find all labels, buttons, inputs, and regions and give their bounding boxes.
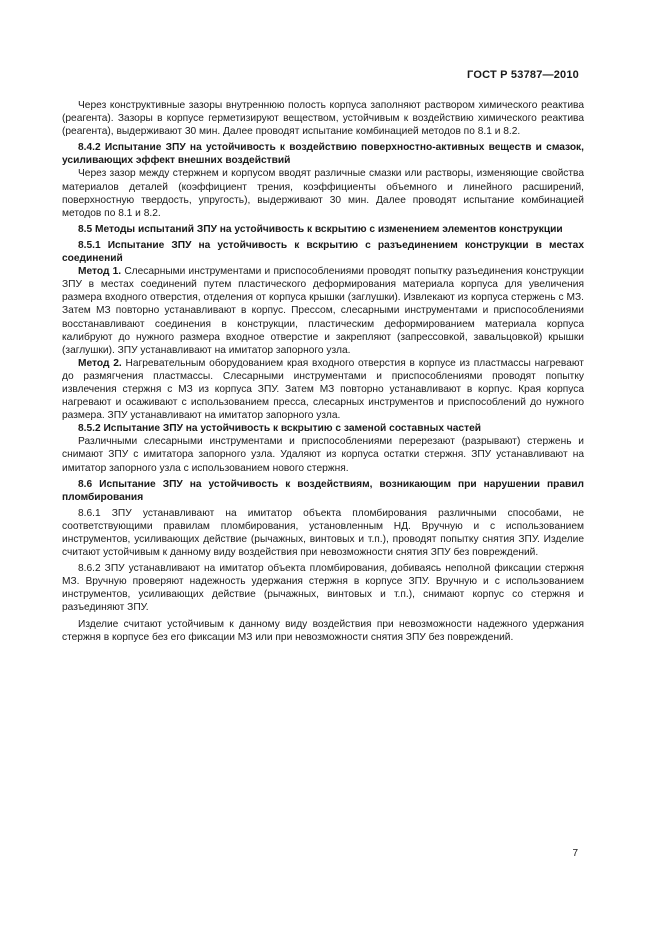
paragraph-method-1 <box>62 265 584 357</box>
page-number: 7 <box>572 848 578 859</box>
document-body <box>62 99 584 644</box>
paragraph-8-6-2: 8.6.2 ЗПУ устанавливают на имитатор объекта пломбирования, добиваясь неполной фиксации стержня МЗ. Вручную проверяют надежность удержания стержня в корпусе ЗПУ. Вручную и с использованием инструментов, усиливающих действие (рычажных, винтовых и т.п.), снимают корпус со стержня и разъединяют ЗПУ. <box>62 563 584 614</box>
method-1-text: Слесарными инструментами и приспособлениями проводят попытку разъединения конструкции ЗПУ в местах соединений путем пластического деформирования материала корпуса для увеличения размера входного отверстия, отделения от корпуса крышки (заглушки). Извлекают из корпуса стержень с МЗ. Затем МЗ повторно устанавливают в корпус. Прессом, слесарными инструментами и приспособлениями восстанавливают соединения в конструкции, пластическим деформированием материала корпуса калибруют до нужного размера входное отверстие и закрепляют (запрессовкой, завальцовкой) крышки (заглушки). ЗПУ устанавливают на имитатор запорного узла. <box>62 266 584 356</box>
heading-8-4-2: 8.4.2 Испытание ЗПУ на устойчивость к воздействию поверхностно-активных веществ и смазок, усиливающих эффект внешних воздействий <box>62 142 584 167</box>
paragraph-method-2 <box>62 357 584 422</box>
paragraph-conclusion: Изделие считают устойчивым к данному виду воздействия при невозможности надежного удержания стержня в корпусе без его фиксации МЗ или при невозможности снятия ЗПУ без повреждений. <box>62 618 584 643</box>
paragraph-rod-replacement: Различными слесарными инструментами и приспособлениями перерезают (разрывают) стержень и снимают ЗПУ с имитатора запорного узла. Удаляют из корпуса остатки стержня. ЗПУ устанавливают на имитатор запорного узла с использованием нового стержня. <box>62 436 584 474</box>
document-id: ГОСТ Р 53787—2010 <box>467 69 579 81</box>
heading-8-5-2: 8.5.2 Испытание ЗПУ на устойчивость к вскрытию с заменой составных частей <box>78 423 482 435</box>
paragraph-lubricants: Через зазор между стержнем и корпусом вводят различные смазки или растворы, изменяющие свойства материалов деталей (коэффициент трения, коэффициенты объемного и линейного расширений, поверхностную твердость, упругость), выдерживают 30 мин. Далее проводят испытание комбинацией методов по 8.1 и 8.2. <box>62 168 584 219</box>
heading-8-6: 8.6 Испытание ЗПУ на устойчивость к воздействиям, возникающим при нарушении правил пломбирования <box>62 478 584 503</box>
heading-8-5: 8.5 Методы испытаний ЗПУ на устойчивость к вскрытию с изменением элементов конструкции <box>78 223 563 235</box>
paragraph-8-6-1: 8.6.1 ЗПУ устанавливают на имитатор объекта пломбирования различными способами, не соответствующими правилам пломбирования, установленным НД. Вручную и с использованием инструментов, усиливающих действие (рычажных, винтовых и т.п.), проводят попытку снятия ЗПУ. Изделие считают устойчивым к данному виду воздействия при невозможности снятия ЗПУ без повреждений. <box>62 507 584 559</box>
method-2-text: Нагревательным оборудованием края входного отверстия в корпусе из пластмассы нагревают до размягчения пластмассы. Слесарными инструментами и приспособлениями проводят попытку извлечения стержня с МЗ из корпуса ЗПУ. Затем МЗ повторно устанавливают в корпус. Края корпуса нагревают и осаживают с использованием пресса, слесарных инструментов и приспособлений до нужного размера. ЗПУ устанавливают на имитатор запорного узла. <box>62 357 584 422</box>
heading-8-5-1: 8.5.1 Испытание ЗПУ на устойчивость к вскрытию с разъединением конструкции в местах соединений <box>62 239 584 265</box>
paragraph-reagent-fill: Через конструктивные зазоры внутреннюю полость корпуса заполняют раствором химического реактива (реагента). Зазоры в корпусе герметизируют веществом, устойчивым к воздействию химического реактива (реагента), выдерживают 30 мин. Далее проводят испытание комбинацией методов по 8.1 и 8.2. <box>62 100 584 138</box>
method-2-label: Метод 2. <box>78 357 122 369</box>
method-1-label: Метод 1. <box>78 266 122 278</box>
